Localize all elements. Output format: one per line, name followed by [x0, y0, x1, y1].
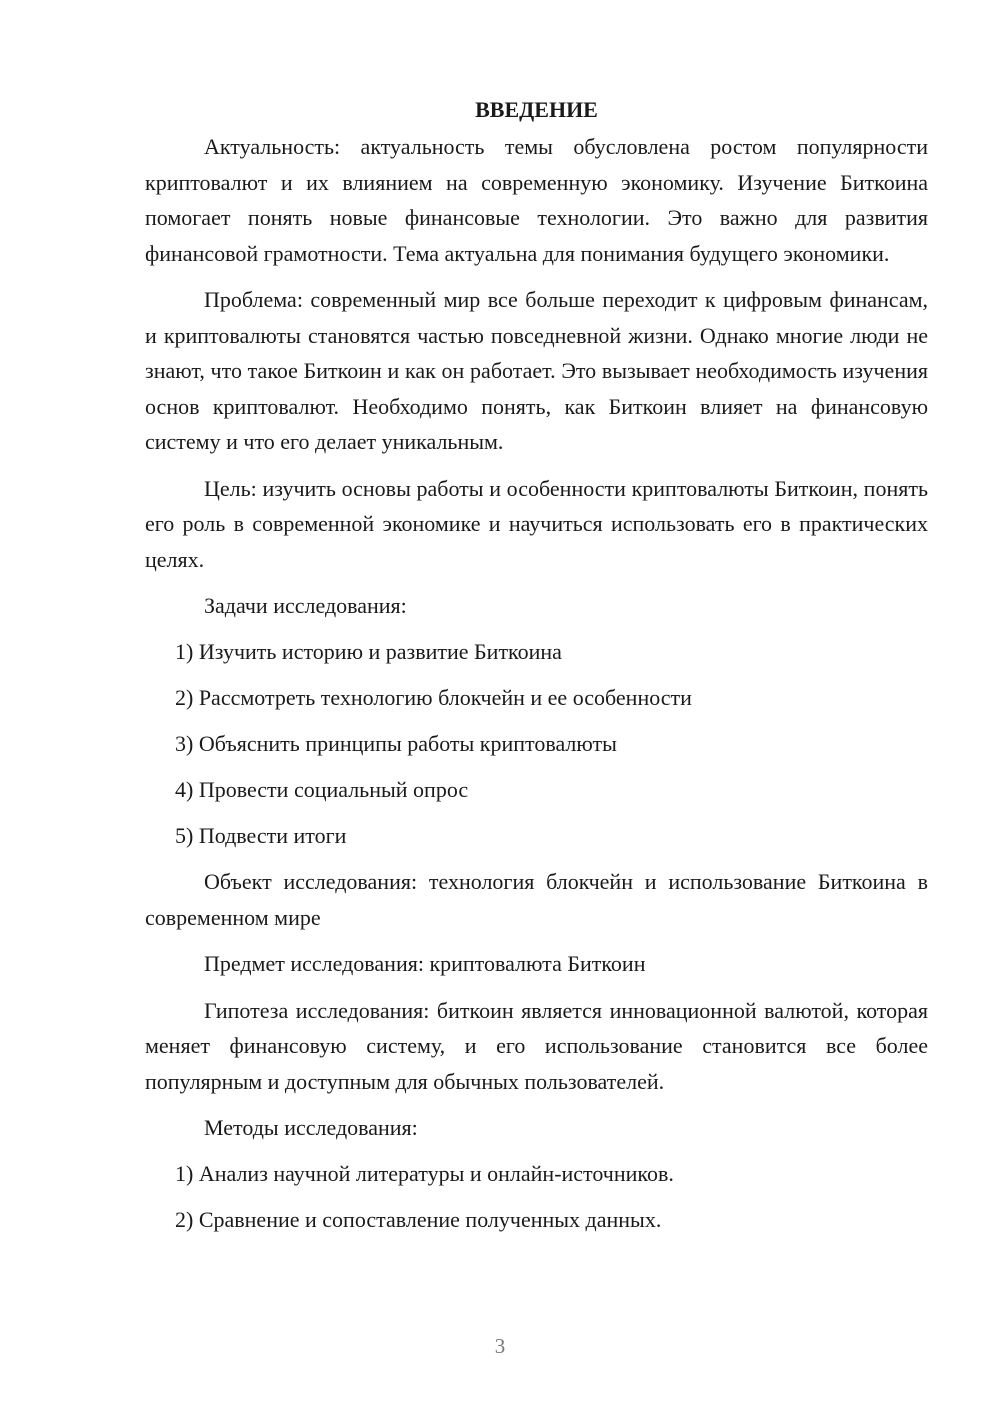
task-item-4: 4) Провести социальный опрос: [175, 777, 469, 802]
methods-label: Методы исследования:: [204, 1115, 418, 1140]
method-item-2: 2) Сравнение и сопоставление полученных данных.: [175, 1207, 662, 1232]
problem-paragraph: Проблема: современный мир все больше переходит к цифровым финансам, и криптовалюты становятся частью повседневной жизни. Однако многие люди не знают, что такое Биткоин и как он работает. Это вызывает необходимость изучения основ криптовалют. Необходимо понять, как Биткоин влияет на финансовую систему и что его делает уникальным.: [145, 287, 928, 454]
task-item-2: 2) Рассмотреть технологию блокчейн и ее особенности: [175, 685, 692, 710]
task-item-5: 5) Подвести итоги: [175, 823, 347, 848]
tasks-list: [145, 634, 928, 853]
tasks-label: Задачи исследования:: [204, 593, 407, 618]
subject-paragraph: Предмет исследования: криптовалюта Биткоин: [204, 951, 646, 976]
task-item-3: 3) Объяснить принципы работы криптовалюты: [175, 731, 617, 756]
method-item-1: 1) Анализ научной литературы и онлайн-источников.: [175, 1161, 674, 1186]
object-paragraph: Объект исследования: технология блокчейн и использование Биткоина в современном мире: [145, 869, 928, 930]
document-page: [145, 92, 928, 1248]
methods-list: [145, 1156, 928, 1237]
page-number: 3: [494, 1334, 506, 1358]
relevance-paragraph: Актуальность: актуальность темы обусловлена ростом популярности криптовалют и их влиянием на современную экономику. Изучение Биткоина помогает понять новые финансовые технологии. Это важно для развития финансовой грамотности. Тема актуальна для понимания будущего экономики.: [145, 134, 928, 266]
task-item-1: 1) Изучить историю и развитие Биткоина: [175, 639, 562, 664]
section-heading: ВВЕДЕНИЕ: [475, 97, 598, 122]
hypothesis-paragraph: Гипотеза исследования: биткоин является инновационной валютой, которая меняет финансовую систему, и его использование становится все более популярным и доступным для обычных пользователей.: [145, 997, 928, 1094]
goal-paragraph: Цель: изучить основы работы и особенности криптовалюты Биткоин, понять его роль в современной экономике и научиться использовать его в практических целях.: [145, 475, 928, 572]
